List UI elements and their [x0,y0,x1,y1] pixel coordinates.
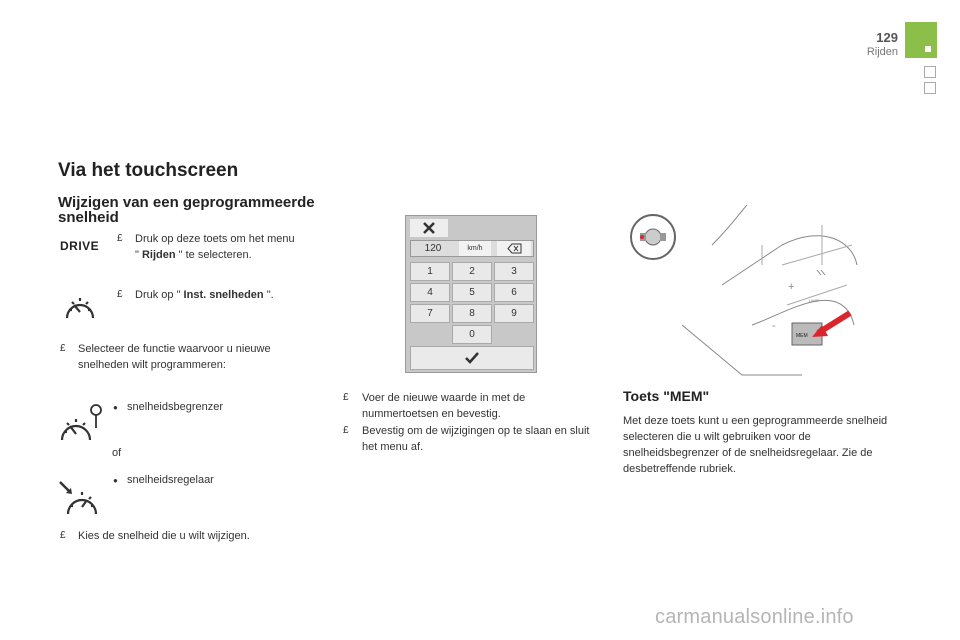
step-2: £ Druk op " Inst. snelheden ". [117,289,274,301]
key-2: 2 [452,262,492,281]
cruise-control-icon [58,478,102,518]
bullet-icon: £ [117,233,123,244]
close-icon [410,219,448,237]
step-1: £ Druk op deze toets om het menu " Rijden " te selecteren. [117,233,295,261]
speed-entry-row [410,240,534,257]
svg-text:+: + [788,281,795,293]
key-0: 0 [452,325,492,344]
option-limiter: ● snelheidsbegrenzer [113,401,224,413]
keypad-illustration [405,215,537,373]
step-3: £ Selecteer de functie waarvoor u nieuwe snelheden wilt programmeren: [60,343,271,371]
margin-marker [924,82,936,94]
subsection-heading: Wijzigen van een geprogrammeerde snelheid [58,194,315,226]
key-9: 9 [494,304,534,323]
margin-marker [924,66,936,78]
mem-label: MEM [796,333,808,339]
step-5: £ Voer de nieuwe waarde in met de nummertoetsen en bevestig. [343,392,526,420]
steering-wheel-illustration [622,205,862,380]
page-number: 129 [876,30,898,45]
speed-limiter-icon [58,402,106,446]
menu-item-name: Inst. snelheden [183,289,264,301]
mem-title: Toets "MEM" [623,388,710,404]
bullet-icon: £ [117,289,123,300]
backspace-icon [497,241,531,256]
key-7: 7 [410,304,450,323]
bullet-icon: £ [60,343,66,354]
key-6: 6 [494,283,534,302]
option-regulator: ● snelheidsregelaar [113,474,214,486]
key-1: 1 [410,262,450,281]
limit-label: LIMIT [809,298,820,303]
check-icon [410,346,534,370]
dot-bullet: ● [113,476,118,485]
key-5: 5 [452,283,492,302]
step-6: £ Bevestig om de wijzigingen op te slaan en sluit het menu af. [343,425,590,453]
bullet-icon: £ [343,425,349,436]
mem-description: Met deze toets kunt u een geprogrammeerde snelheid selecteren die u wilt gebruiken voor de snelheidsbegrenzer of de snelheidsregelaar. Zie de desbetreffende rubriek. [623,415,888,475]
bullet-icon: £ [343,392,349,403]
key-8: 8 [452,304,492,323]
chapter-tab [905,22,937,58]
bullet-icon: £ [60,530,66,541]
key-3: 3 [494,262,534,281]
step-4: £ Kies de snelheid die u wilt wijzigen. [60,530,250,542]
section-heading: Via het touchscreen [58,160,239,181]
or-text: of [112,447,122,459]
steering-wheel-icon [631,215,675,259]
svg-text:-: - [772,320,776,332]
watermark: carmanualsonline.info [655,606,854,628]
menu-name: Rijden [141,249,176,261]
speed-unit: km/h [459,241,491,256]
chapter-title: Rijden [866,46,898,58]
drive-button-label: DRIVE [60,239,100,253]
speed-value: 120 [424,243,442,254]
key-4: 4 [410,283,450,302]
dot-bullet: ● [113,403,118,412]
speedometer-icon [62,292,98,324]
